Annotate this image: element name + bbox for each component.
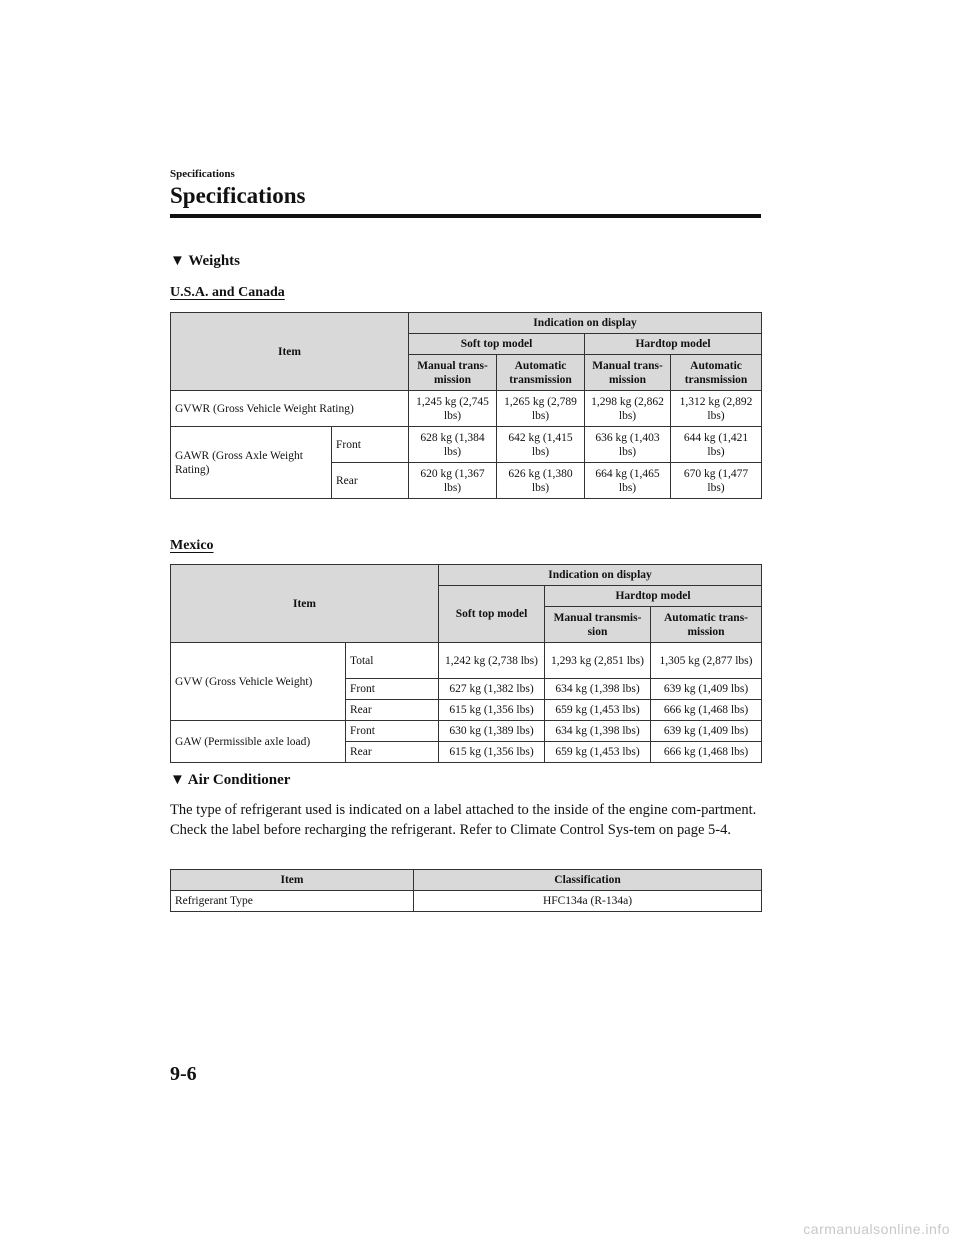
mexico-heading: Mexico xyxy=(170,538,214,553)
cell-value: 1,245 kg (2,745 lbs) xyxy=(409,391,497,427)
cell-value: 664 kg (1,465 lbs) xyxy=(585,463,671,499)
cell-value: 634 kg (1,398 lbs) xyxy=(545,721,651,742)
cell-value: 666 kg (1,468 lbs) xyxy=(651,742,762,763)
page-number: 9-6 xyxy=(170,1063,197,1085)
cell-value: 636 kg (1,403 lbs) xyxy=(585,427,671,463)
row-sublabel: Front xyxy=(332,427,409,463)
cell-value: 1,293 kg (2,851 lbs) xyxy=(545,643,651,679)
cell-value: 644 kg (1,421 lbs) xyxy=(671,427,762,463)
cell-value: 1,265 kg (2,789 lbs) xyxy=(497,391,585,427)
row-sublabel: Total xyxy=(346,643,439,679)
cell-value: HFC134a (R-134a) xyxy=(414,891,762,912)
weights-heading-text: Weights xyxy=(188,253,241,269)
hardtop-header: Hardtop model xyxy=(585,334,762,355)
weights-heading xyxy=(170,253,240,270)
automatic-header: Automatic trans-mission xyxy=(651,607,762,643)
triangle-down-icon: ▼ xyxy=(170,253,185,269)
row-sublabel: Front xyxy=(346,679,439,700)
cell-value: 1,242 kg (2,738 lbs) xyxy=(439,643,545,679)
refrigerant-paragraph: The type of refrigerant used is indicated on a label attached to the inside of the engine com-partment. Check the label before recharging the refrigerant. Refer to Climate Control Sys-tem on page 5-4. xyxy=(170,802,757,838)
watermark: carmanualsonline.info xyxy=(803,1221,950,1237)
usa-weights-table xyxy=(170,312,762,499)
breadcrumb: Specifications xyxy=(170,168,235,180)
automatic-header: Automatic transmission xyxy=(497,355,585,391)
mexico-weights-table xyxy=(170,564,762,763)
hardtop-header: Hardtop model xyxy=(545,586,762,607)
table-row xyxy=(171,427,762,463)
refrigerant-table xyxy=(170,869,762,912)
cell-value: 1,298 kg (2,862 lbs) xyxy=(585,391,671,427)
row-label: GAW (Permissible axle load) xyxy=(171,721,346,763)
indication-header: Indication on display xyxy=(409,313,762,334)
row-sublabel: Front xyxy=(346,721,439,742)
usa-canada-heading: U.S.A. and Canada xyxy=(170,285,285,300)
triangle-down-icon: ▼ xyxy=(170,772,185,788)
cell-value: 666 kg (1,468 lbs) xyxy=(651,700,762,721)
manual-header: Manual transmis-sion xyxy=(545,607,651,643)
cell-value: 628 kg (1,384 lbs) xyxy=(409,427,497,463)
table-row xyxy=(171,891,762,912)
soft-top-header: Soft top model xyxy=(409,334,585,355)
item-header: Item xyxy=(171,870,414,891)
cell-value: 620 kg (1,367 lbs) xyxy=(409,463,497,499)
cell-value: 615 kg (1,356 lbs) xyxy=(439,700,545,721)
cell-value: 630 kg (1,389 lbs) xyxy=(439,721,545,742)
page-title: Specifications xyxy=(170,183,306,208)
manual-header: Manual trans-mission xyxy=(585,355,671,391)
row-label: Refrigerant Type xyxy=(171,891,414,912)
cell-value: 642 kg (1,415 lbs) xyxy=(497,427,585,463)
cell-value: 639 kg (1,409 lbs) xyxy=(651,721,762,742)
cell-value: 1,305 kg (2,877 lbs) xyxy=(651,643,762,679)
soft-top-header: Soft top model xyxy=(439,586,545,643)
cell-value: 634 kg (1,398 lbs) xyxy=(545,679,651,700)
manual-header: Manual trans-mission xyxy=(409,355,497,391)
table-row xyxy=(171,643,762,679)
indication-header: Indication on display xyxy=(439,565,762,586)
row-sublabel: Rear xyxy=(332,463,409,499)
row-sublabel: Rear xyxy=(346,700,439,721)
cell-value: 615 kg (1,356 lbs) xyxy=(439,742,545,763)
air-conditioner-heading xyxy=(170,772,290,789)
item-header: Item xyxy=(171,565,439,643)
cell-value: 659 kg (1,453 lbs) xyxy=(545,742,651,763)
table-row xyxy=(171,721,762,742)
row-label: GVW (Gross Vehicle Weight) xyxy=(171,643,346,721)
cell-value: 670 kg (1,477 lbs) xyxy=(671,463,762,499)
air-conditioner-heading-text: Air Conditioner xyxy=(187,772,291,788)
cell-value: 627 kg (1,382 lbs) xyxy=(439,679,545,700)
item-header: Item xyxy=(171,313,409,391)
row-label: GVWR (Gross Vehicle Weight Rating) xyxy=(171,391,409,427)
row-label: GAWR (Gross Axle Weight Rating) xyxy=(171,427,332,499)
cell-value: 626 kg (1,380 lbs) xyxy=(497,463,585,499)
cell-value: 659 kg (1,453 lbs) xyxy=(545,700,651,721)
table-row xyxy=(171,391,762,427)
cell-value: 1,312 kg (2,892 lbs) xyxy=(671,391,762,427)
cell-value: 639 kg (1,409 lbs) xyxy=(651,679,762,700)
classification-header: Classification xyxy=(414,870,762,891)
row-sublabel: Rear xyxy=(346,742,439,763)
title-rule xyxy=(170,214,761,218)
automatic-header: Automatic transmission xyxy=(671,355,762,391)
